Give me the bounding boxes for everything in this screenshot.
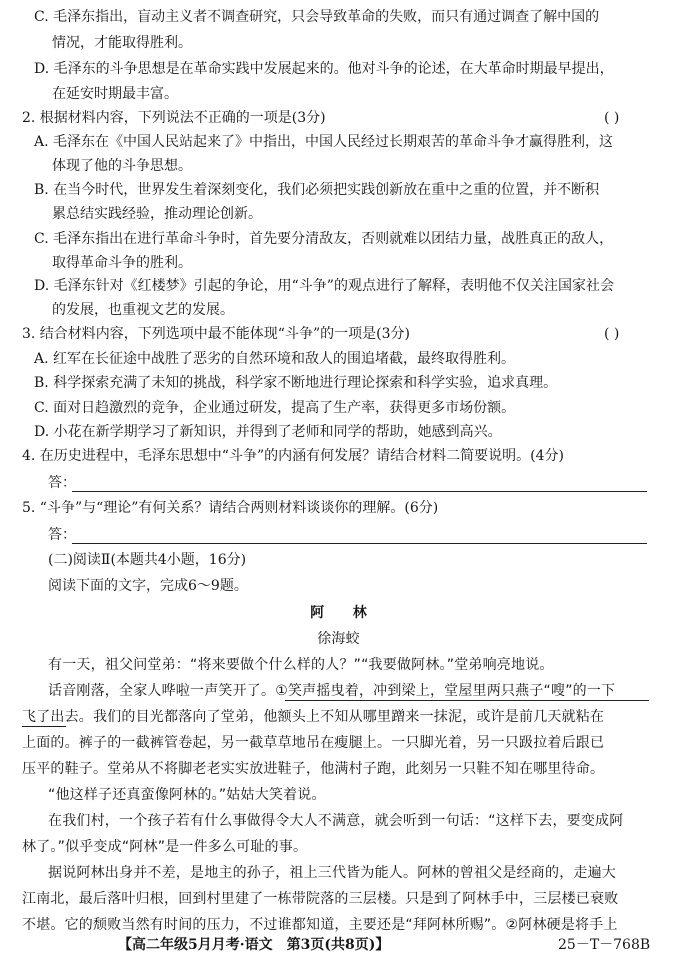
q2-option-d-line1: D. 毛泽东针对《红楼梦》引起的争论，用“斗争”的观点进行了解释，表明他不仅关注国家社会 [34, 278, 614, 294]
underline-sentence-1b [22, 726, 66, 727]
section-instruction: 阅读下面的文字，完成6～9题。 [48, 578, 248, 594]
underline-sentence-1a [285, 700, 649, 701]
q5-stem: 5. “斗争”与“理论”有何关系？请结合两则材料谈谈你的理解。(6分) [22, 500, 439, 516]
q1-option-d-line1: D. 毛泽东的斗争思想是在革命实践中发展起来的。他对斗争的论述，在大革命时期最早提出， [34, 61, 614, 77]
q4-stem: 4. 在历史进程中，毛泽东思想中“斗争”的内涵有何发展？请结合材料二简要说明。(4分) [22, 448, 564, 464]
q2-option-c-line2: 取得革命斗争的胜利。 [52, 255, 192, 271]
story-p5-line3: 不堪。它的颓败当然有时间的压力，不过谁都知道，主要还是“拜阿林所赐”。②阿林硬是将手上 [22, 917, 618, 933]
q2-option-d-line2: 的发展，也重视文艺的发展。 [52, 302, 234, 318]
q4-answer-label: 答： [48, 475, 76, 491]
story-p5-line1: 据说阿林出身并不差，是地主的孙子，祖上三代皆为能人。阿林的曾祖父是经商的，走遍大 [48, 865, 616, 881]
q1-option-c-line1: C. 毛泽东指出，盲动主义者不调查研究，只会导致革命的失败，而只有通过调查了解中国的 [34, 9, 600, 25]
q2-stem: 2. 根据材料内容，下列说法不正确的一项是(3分) [22, 110, 326, 126]
footer-code: 25－T－768B [558, 937, 651, 953]
q2-answer-paren: ( ) [604, 110, 620, 126]
q3-option-d: D. 小花在新学期学习了新知识，并得到了老师和同学的帮助，她感到高兴。 [34, 424, 502, 440]
q2-option-b-line1: B. 在当今时代，世界发生着深刻变化，我们必须把实践创新放在重中之重的位置，并不断积 [34, 182, 600, 198]
q2-option-c-line1: C. 毛泽东指出在进行革命斗争时，首先要分清敌友，否则就难以团结力量，战胜真正的敌人， [34, 231, 614, 247]
q2-option-a-line2: 体现了他的斗争思想。 [52, 158, 192, 174]
q5-answer-label: 答： [48, 527, 76, 543]
story-p4-line2: 林了。”似乎变成“阿林”是一件多么可耻的事。 [22, 839, 308, 855]
q3-answer-paren: ( ) [604, 326, 620, 342]
story-p2-line1: 话音刚落，全家人哗啦一声笑开了。①笑声摇曳着，冲到梁上，堂屋里两只燕子“嗖”的一下 [48, 683, 616, 699]
q1-option-d-line2: 在延安时期最丰富。 [52, 86, 178, 102]
story-p2-line4: 压平的鞋子。堂弟从不将脚老老实实放进鞋子，他满村子跑，此刻另一只鞋不知在哪里待命。 [22, 761, 605, 777]
story-p2-line2: 飞了出去。我们的目光都落向了堂弟，他额头上不知从哪里蹭来一抹泥，或许是前几天就粘在 [22, 709, 605, 725]
story-paragraph-1: 有一天，祖父问堂弟：“将来要做个什么样的人？”“我要做阿林。”堂弟响亮地说。 [48, 657, 554, 673]
footer-exam-info: 【高二年级5月月考·语文 第3页(共8页)】 [118, 937, 390, 953]
q1-option-c-line2: 情况，才能取得胜利。 [52, 35, 192, 51]
q3-option-a: A. 红军在长征途中战胜了恶劣的自然环境和敌人的围追堵截，最终取得胜利。 [34, 351, 516, 367]
q3-option-c: C. 面对日趋激烈的竞争，企业通过研发，提高了生产率，获得更多市场份额。 [34, 400, 516, 416]
q2-option-a-line1: A. 毛泽东在《中国人民站起来了》中指出，中国人民经过长期艰苦的革命斗争才赢得胜利，这 [34, 134, 614, 150]
q4-answer-line [72, 491, 647, 492]
story-p5-line2: 江南北，最后落叶归根，回到村里建了一栋带院落的三层楼。只是到了阿林手中，三层楼已衰败 [22, 891, 619, 907]
q3-option-b: B. 科学探索充满了未知的挑战，科学家不断地进行理论探索和科学实验，追求真理。 [34, 375, 558, 391]
q2-option-b-line2: 累总结实践经验，推动理论创新。 [52, 206, 262, 222]
story-p2-line3: 上面的。裤子的一截裤管卷起，另一截草草地吊在瘦腿上。一只脚光着，另一只趿拉着后跟已 [22, 735, 605, 751]
story-author: 徐海蛟 [317, 631, 360, 647]
section-heading: (二)阅读Ⅱ(本题共4小题，16分) [48, 552, 247, 568]
q3-stem: 3. 结合材料内容，下列选项中最不能体现“斗争”的一项是(3分) [22, 326, 410, 342]
q5-answer-line [72, 543, 647, 544]
story-p4-line1: 在我们村，一个孩子若有什么事做得令大人不满意，就会听到一句话：“这样下去，要变成阿 [48, 813, 624, 829]
story-title: 阿 林 [310, 605, 367, 621]
story-paragraph-3: “他这样子还真蛮像阿林的。”姑姑大笑着说。 [48, 787, 326, 803]
